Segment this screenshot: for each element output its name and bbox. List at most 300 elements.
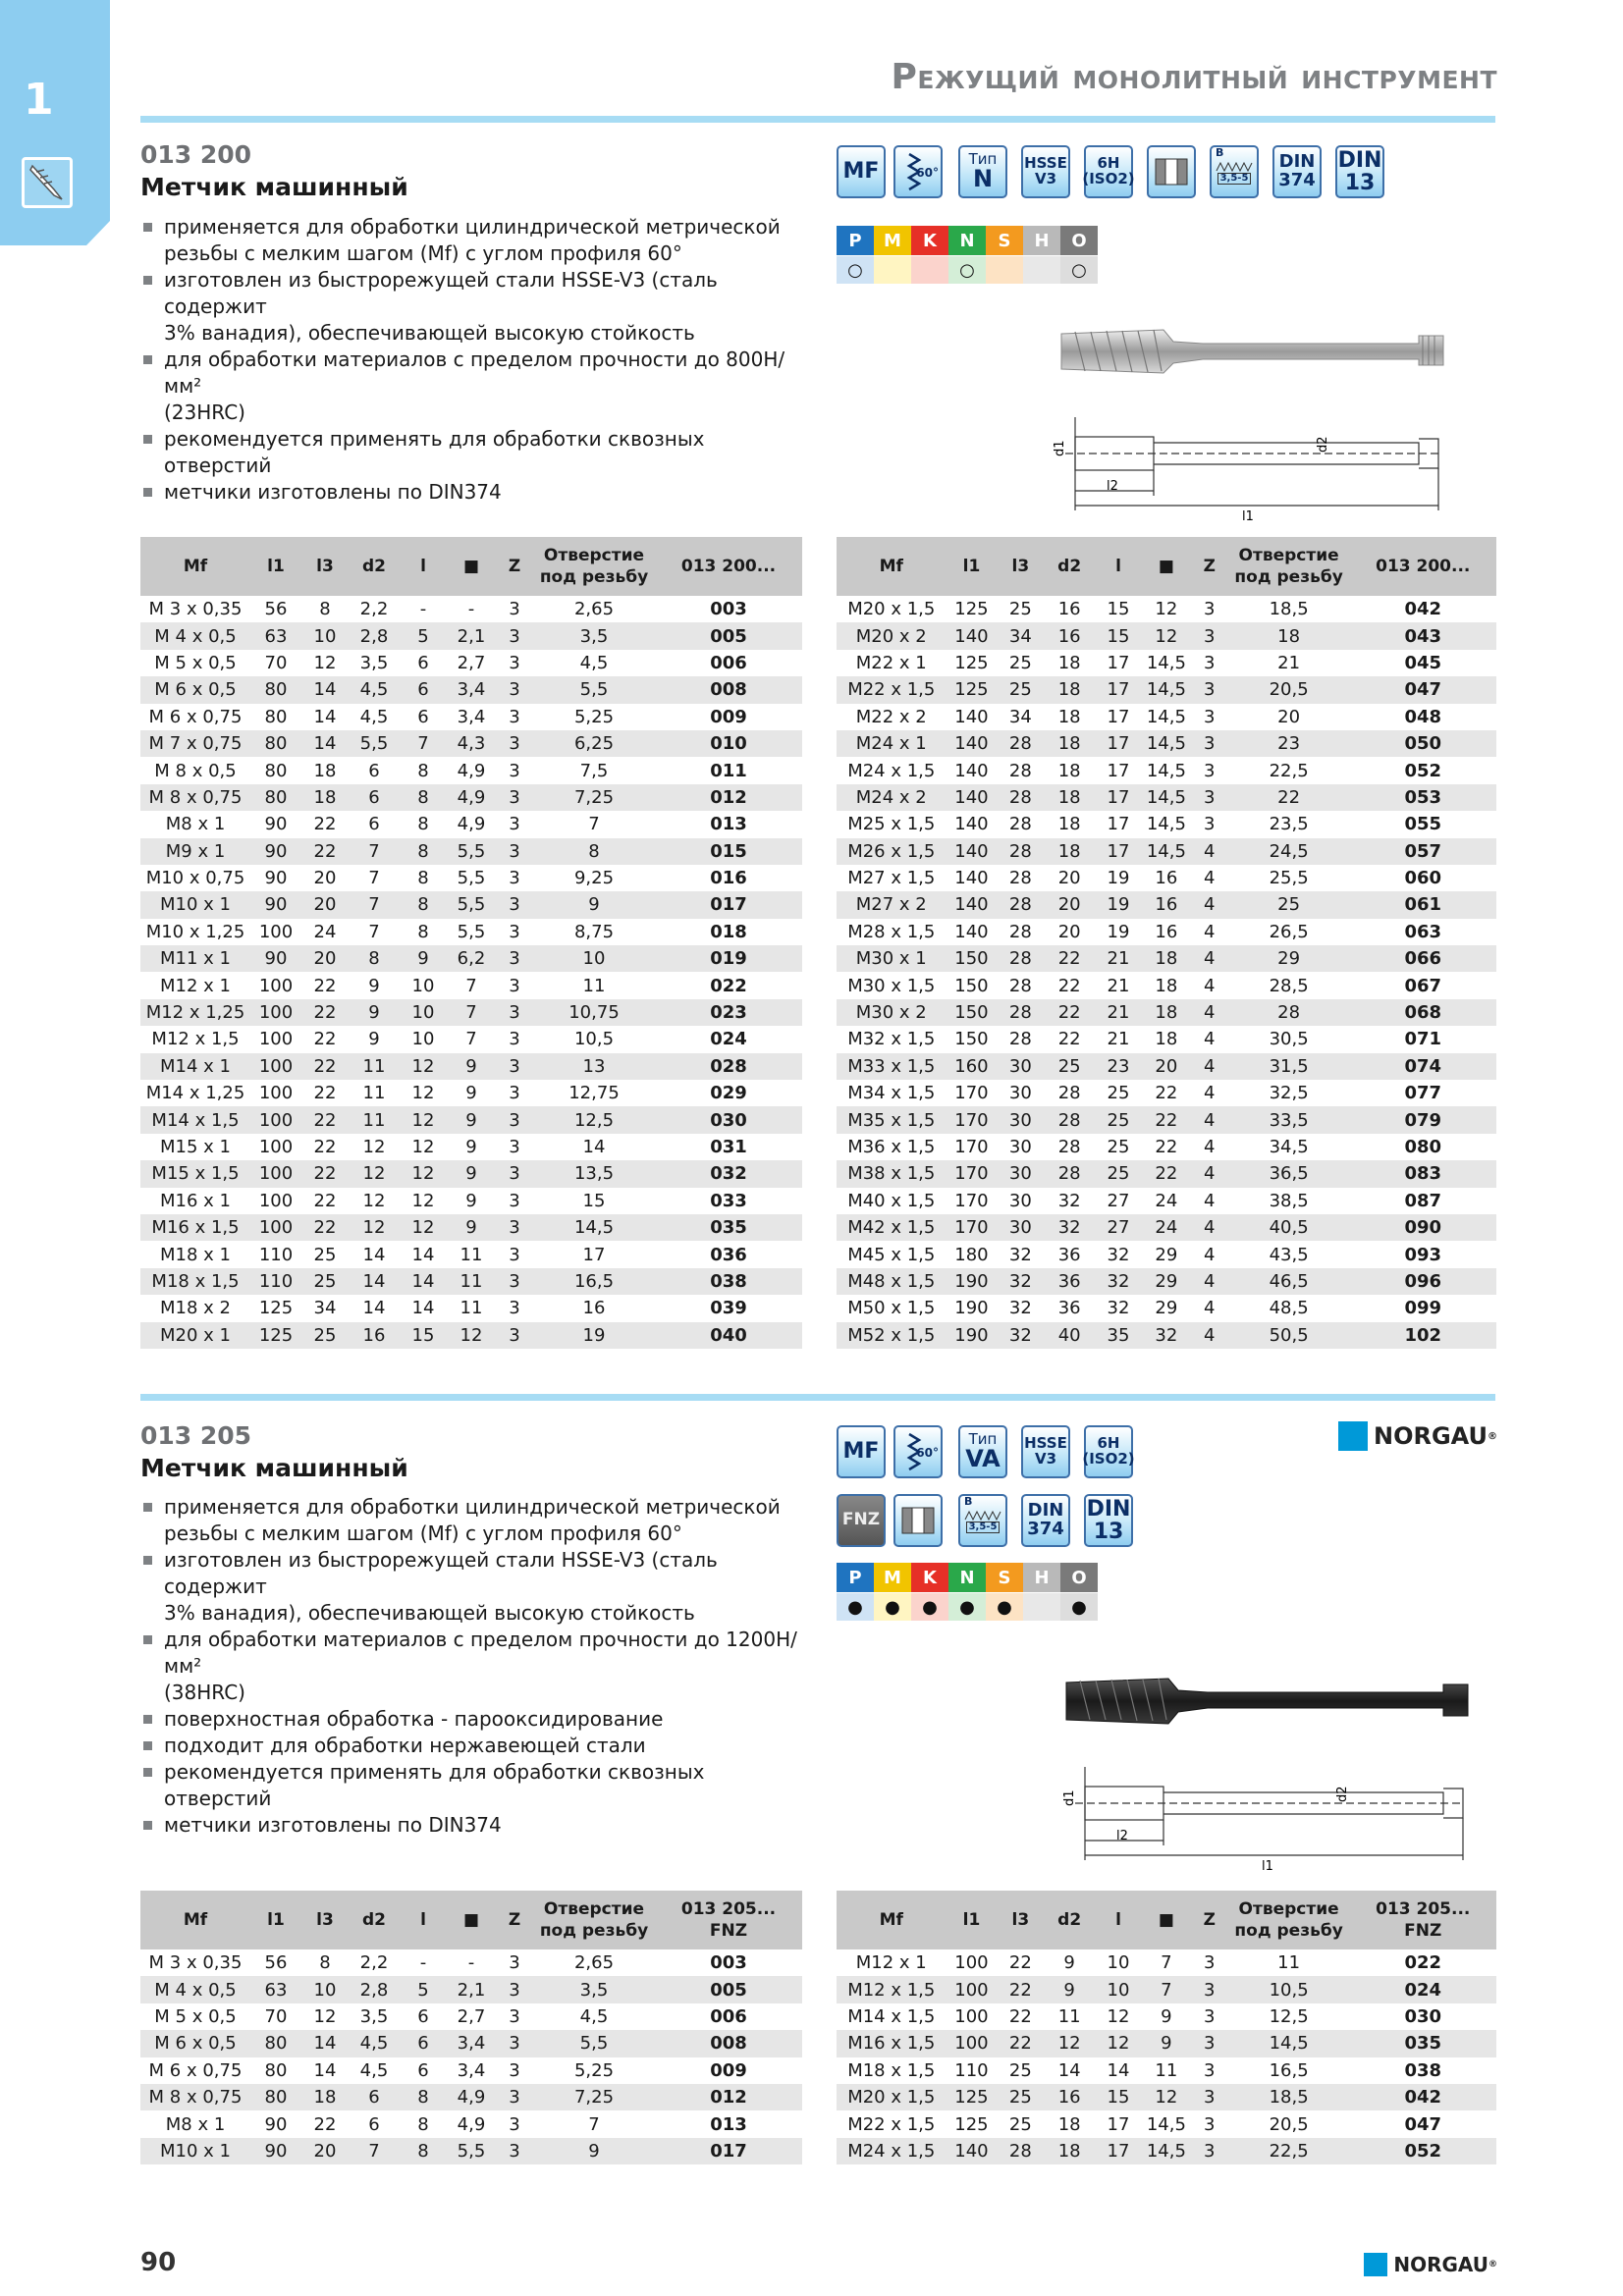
table-cell: 110 (258, 1244, 294, 1265)
size-table-left (140, 1891, 802, 2164)
table-cell: M 6 x 0,75 (148, 2059, 243, 2081)
table-row (140, 945, 802, 972)
table-cell: - (467, 599, 475, 620)
table-cell: 7 (588, 2113, 600, 2135)
table-cell: 17 (582, 1244, 606, 1265)
table-cell: 28 (997, 2138, 1044, 2164)
table-cell: 140 (954, 868, 989, 889)
table-cell: 20 (1142, 1053, 1191, 1080)
l1-label: l1 (1262, 1859, 1273, 1870)
mf-icon: MF (837, 1425, 886, 1478)
iso-group-m: M (874, 226, 911, 255)
table-cell: M18 x 1,5 (140, 1268, 250, 1295)
table-cell: 22 (313, 2113, 337, 2135)
table-cell: 7 (368, 921, 380, 942)
table-cell: 9 (465, 1190, 477, 1211)
order-code-cell: 052 (1350, 2138, 1496, 2164)
order-code-cell: 010 (655, 730, 802, 757)
table-cell: 3 (509, 921, 520, 942)
tap-dimension-drawing (1055, 1757, 1473, 1870)
table-cell: 3 (509, 1137, 520, 1157)
order-code-cell: 039 (710, 1298, 747, 1319)
d2-label: d2 (1335, 1786, 1350, 1802)
table-cell: 20 (1044, 891, 1095, 918)
table-cell: 12 (400, 1053, 447, 1080)
column-header: l (1095, 537, 1142, 596)
order-code-cell: 083 (1350, 1160, 1496, 1187)
table-cell: 4,9 (457, 2113, 486, 2135)
din374-icon: DIN 374 (1021, 1494, 1070, 1547)
header-line: FNZ (709, 1921, 748, 1941)
table-cell: M38 x 1,5 (837, 1160, 947, 1187)
table-row (140, 891, 802, 918)
column-header: ■ (1142, 1891, 1191, 1949)
table-cell: 11 (1057, 2005, 1081, 2027)
iso-group-k: K (911, 226, 948, 255)
iso-group-o: O (1060, 1563, 1098, 1592)
table-cell: 4 (1191, 1053, 1228, 1080)
table-row (140, 704, 802, 730)
order-code-cell: 043 (1350, 622, 1496, 649)
table-cell: 3 (1204, 2059, 1216, 2081)
table-cell: M 6 x 0,75 (148, 706, 243, 727)
header-line: под резьбу (539, 567, 649, 587)
table-cell: 4 (1191, 945, 1228, 972)
table-cell: 4 (1204, 1137, 1216, 1157)
table-cell: 6 (368, 760, 380, 781)
table-cell: M33 x 1,5 (837, 1053, 947, 1080)
table-cell: 12 (400, 1106, 447, 1133)
table-cell: 2,2 (359, 599, 389, 620)
column-header: Z (1191, 537, 1228, 596)
table-cell: 9 (533, 891, 655, 918)
table-cell: 16 (1044, 622, 1095, 649)
table-cell: 6,25 (533, 730, 655, 757)
order-code-cell: 060 (1404, 868, 1442, 889)
table-cell: 24,5 (1228, 838, 1350, 865)
table-cell: M 3 x 0,35 (148, 1952, 243, 1974)
order-code-cell: 013 (710, 814, 747, 835)
table-cell: 34,5 (1269, 1137, 1309, 1157)
product-name: Метчик машинный (140, 1454, 408, 1482)
table-row (837, 730, 1496, 757)
table-cell: 6 (417, 2005, 429, 2027)
table-cell: 2,2 (359, 1952, 389, 1974)
table-cell: 18 (1044, 838, 1095, 865)
table-cell: 22 (313, 975, 337, 996)
order-code-cell: 063 (1404, 921, 1442, 942)
d1-label: d1 (1053, 440, 1067, 456)
table-cell: 12 (400, 1160, 447, 1187)
table-cell: 34 (1008, 706, 1032, 727)
table-row (140, 650, 802, 676)
order-code-cell: 019 (655, 945, 802, 972)
table-cell: 27 (1107, 1190, 1130, 1211)
table-cell: 10 (533, 945, 655, 972)
table-row (140, 1949, 802, 1976)
table-cell: 170 (954, 1190, 989, 1211)
feature-item (140, 1812, 808, 1839)
table-cell: 28 (1008, 868, 1032, 889)
table-cell: 3 (496, 2030, 533, 2056)
column-header: d2 (1044, 1891, 1095, 1949)
table-cell: 32 (1107, 1298, 1130, 1319)
table-row (837, 2030, 1496, 2056)
table-row (140, 999, 802, 1026)
table-cell: M40 x 1,5 (847, 1190, 936, 1211)
table-cell: 30 (1008, 1083, 1032, 1104)
table-cell: M20 x 1 (140, 1322, 250, 1349)
table-cell: 6 (417, 2059, 429, 2081)
table-cell: 12 (1095, 2030, 1142, 2056)
order-code-cell: 042 (1350, 2084, 1496, 2110)
table-cell: M45 x 1,5 (847, 1244, 936, 1265)
tap-type-icon: Тип N (958, 145, 1007, 198)
table-cell: 3 (496, 1214, 533, 1241)
table-cell: 3 (509, 2005, 520, 2027)
table-cell: 25 (301, 1322, 349, 1349)
table-row (837, 1080, 1496, 1106)
column-header: ■ (447, 1891, 496, 1949)
column-header: Z (1191, 1891, 1228, 1949)
column-header: l3 (997, 537, 1044, 596)
table-cell: 3 (496, 2084, 533, 2110)
iso-group-h: H (1023, 226, 1060, 255)
table-cell: 150 (954, 1029, 989, 1050)
table-cell: 100 (258, 1029, 294, 1050)
tap-photo (1055, 314, 1448, 393)
feature-line: метчики изготовлены по DIN374 (164, 480, 502, 504)
table-cell: 8 (417, 2113, 429, 2135)
table-cell: 15 (1095, 2084, 1142, 2110)
table-cell: 8 (319, 1952, 331, 1974)
table-cell: 9 (368, 975, 380, 996)
table-cell: 9 (349, 999, 400, 1026)
table-cell: 20 (301, 945, 349, 972)
table-cell: 24 (313, 921, 337, 942)
feature-line: (38HRC) (164, 1681, 245, 1704)
table-cell: 125 (947, 676, 998, 703)
table-cell: 40,5 (1228, 1214, 1350, 1241)
order-code-cell: 068 (1350, 999, 1496, 1026)
table-cell: 6,2 (447, 945, 496, 972)
table-cell: 125 (250, 1322, 301, 1349)
table-cell: 18 (1057, 652, 1081, 673)
table-cell: 10 (301, 1976, 349, 2002)
table-cell: 12 (400, 1214, 447, 1241)
table-cell: 18 (1057, 814, 1081, 835)
order-code-cell: 030 (655, 1106, 802, 1133)
table-row (140, 1295, 802, 1321)
order-code-cell: 028 (655, 1053, 802, 1080)
table-cell: 14 (411, 1298, 435, 1319)
table-cell: 12 (1107, 2005, 1130, 2027)
table-cell: 14,5 (1142, 784, 1191, 811)
column-header: l3 (997, 1891, 1044, 1949)
table-cell: 17 (1107, 652, 1130, 673)
table-cell: 12 (362, 1137, 386, 1157)
table-cell: 12 (411, 1190, 435, 1211)
table-cell: 3 (509, 1190, 520, 1211)
table-cell: 24 (1155, 1190, 1178, 1211)
table-cell: 9 (533, 2138, 655, 2164)
table-cell: 20 (301, 891, 349, 918)
table-cell: 10 (400, 999, 447, 1026)
table-cell: 28 (997, 838, 1044, 865)
table-cell: 63 (250, 1976, 301, 2002)
table-cell: 8 (400, 2138, 447, 2164)
thread-angle-icon: 60° (893, 1425, 943, 1478)
table-cell: 22,5 (1269, 760, 1309, 781)
table-cell: 4 (1204, 1244, 1216, 1265)
table-cell: 25 (1008, 599, 1032, 620)
table-cell: M25 x 1,5 (847, 814, 936, 835)
table-cell: 12 (1142, 622, 1191, 649)
table-cell: 3,5 (359, 652, 389, 673)
table-cell: 16,5 (533, 1268, 655, 1295)
table-cell: 36 (1057, 1298, 1081, 1319)
tolerance-icon: 6H (ISO2) (1084, 1425, 1133, 1478)
table-cell: 3 (496, 622, 533, 649)
table-cell: 3 (509, 706, 520, 727)
column-header: Z (496, 1891, 533, 1949)
chamfer-icon: B 3,5-5 (958, 1494, 1007, 1547)
table-cell: 31,5 (1228, 1053, 1350, 1080)
table-cell: 22 (301, 1214, 349, 1241)
table-row (837, 919, 1496, 945)
table-cell: 34 (997, 622, 1044, 649)
iso-mark-s (986, 256, 1023, 284)
feature-item (140, 1494, 808, 1547)
table-cell: 3 (509, 2059, 520, 2081)
table-row (837, 1295, 1496, 1321)
table-cell: 8 (319, 599, 331, 620)
table-cell: M30 x 1 (837, 945, 947, 972)
table-cell: 80 (250, 2030, 301, 2056)
table-cell: 3 (1191, 1976, 1228, 2002)
feature-item (140, 426, 808, 479)
table-cell: 12 (1142, 2084, 1191, 2110)
table-cell: 14,5 (1146, 760, 1186, 781)
table-cell: 22 (1008, 2005, 1032, 2027)
table-cell: M14 x 1 (140, 1053, 250, 1080)
table-cell: 2,1 (447, 622, 496, 649)
table-cell: M 8 x 0,5 (154, 760, 237, 781)
order-code-cell: 053 (1350, 784, 1496, 811)
column-header: l1 (250, 537, 301, 596)
table-cell: 10,5 (573, 1029, 615, 1050)
table-cell: 2,65 (573, 1952, 615, 1974)
order-code-cell: 038 (655, 1268, 802, 1295)
table-row (837, 1160, 1496, 1187)
table-cell: 3 (496, 1268, 533, 1295)
table-cell: 63 (250, 622, 301, 649)
table-cell: 32 (1008, 1244, 1032, 1265)
table-cell: 21 (1107, 975, 1130, 996)
table-cell: 25 (301, 1268, 349, 1295)
table-cell: 125 (258, 1298, 294, 1319)
table-cell: 190 (947, 1268, 998, 1295)
table-cell: 12,5 (1269, 2005, 1309, 2027)
table-row (140, 919, 802, 945)
table-cell: M10 x 0,75 (145, 868, 245, 889)
table-cell: 20 (1277, 706, 1301, 727)
order-code-cell: 061 (1350, 891, 1496, 918)
table-cell: M20 x 1,5 (837, 2084, 947, 2110)
order-code-cell: 017 (655, 891, 802, 918)
table-row (140, 676, 802, 703)
header-line: FNZ (1404, 1921, 1442, 1941)
table-cell: 3 (509, 1083, 520, 1104)
table-cell: 3 (496, 676, 533, 703)
table-row (140, 1976, 802, 2002)
table-cell: M28 x 1,5 (847, 921, 936, 942)
table-cell: 3 (509, 975, 520, 996)
table-row (140, 2003, 802, 2030)
table-cell: 23 (1228, 730, 1350, 757)
order-code-cell: 022 (710, 975, 747, 996)
table-cell: 6 (400, 2030, 447, 2056)
table-cell: 160 (947, 1053, 998, 1080)
column-header-hole (533, 1891, 655, 1949)
drill-icon (22, 157, 73, 208)
table-cell: 22 (1057, 975, 1081, 996)
table-cell: 110 (250, 1268, 301, 1295)
header-line: 013 200... (680, 557, 777, 576)
table-cell: 28 (1008, 760, 1032, 781)
table-cell: 3 (1191, 622, 1228, 649)
iso-mark-o: ○ (1060, 256, 1098, 284)
feature-line: 3% ванадия), обеспечивающей высокую стойкость (164, 321, 695, 345)
table-cell: 22 (1057, 1029, 1081, 1050)
order-code-cell: 003 (710, 1952, 747, 1974)
table-cell: 30,5 (1269, 1029, 1309, 1050)
table-cell: M12 x 1 (160, 975, 231, 996)
table-cell: 8 (417, 921, 429, 942)
table-cell: M36 x 1,5 (847, 1137, 936, 1157)
table-row (837, 811, 1496, 837)
mf-icon: MF (837, 145, 886, 198)
table-cell: 70 (264, 2005, 288, 2027)
table-row (140, 1322, 802, 1349)
table-cell: 11 (349, 1106, 400, 1133)
table-cell: 4,9 (457, 760, 486, 781)
iso-material-suitability (837, 256, 1098, 284)
table-cell: 20,5 (1228, 676, 1350, 703)
table-cell: 125 (954, 2113, 989, 2135)
table-cell: 7 (465, 1029, 477, 1050)
order-code-cell: 071 (1404, 1029, 1442, 1050)
table-cell: 7 (349, 891, 400, 918)
table-cell: 16 (349, 1322, 400, 1349)
table-cell: M24 x 1,5 (837, 2138, 947, 2164)
table-cell: 3 (1191, 2030, 1228, 2056)
table-cell: 18 (1044, 730, 1095, 757)
order-code-cell: 006 (710, 2005, 747, 2027)
header-line: 013 205... (1376, 1899, 1471, 1919)
table-cell: 28,5 (1269, 975, 1309, 996)
table-row (837, 865, 1496, 891)
table-cell: M24 x 1 (837, 730, 947, 757)
brand-square-icon (1338, 1421, 1368, 1451)
table-cell: 20 (313, 868, 337, 889)
table-cell: 140 (954, 921, 989, 942)
table-cell: 3 (496, 1053, 533, 1080)
order-code-cell: 035 (1350, 2030, 1496, 2056)
feature-line: для обработки материалов с пределом прочности до 800Н/мм² (164, 347, 785, 398)
header-line: 013 200... (1376, 557, 1471, 576)
product-code: 013 205 (140, 1421, 252, 1450)
table-row (837, 2138, 1496, 2164)
table-cell: 22 (313, 1137, 337, 1157)
table-cell: 3 (496, 784, 533, 811)
table-cell: M22 x 1,5 (847, 2113, 936, 2135)
table-cell: 14,5 (1142, 838, 1191, 865)
table-row (837, 1053, 1496, 1080)
table-cell: 9 (1063, 1952, 1075, 1974)
table-cell: 3,5 (533, 622, 655, 649)
table-cell: 11 (349, 1053, 400, 1080)
table-cell: 14,5 (1142, 676, 1191, 703)
table-cell: 18 (1142, 945, 1191, 972)
table-cell: 80 (250, 2084, 301, 2110)
order-code-cell: 015 (655, 838, 802, 865)
table-cell: 3 (1204, 599, 1216, 620)
order-code-cell: 016 (710, 868, 747, 889)
order-code-cell: 079 (1350, 1106, 1496, 1133)
iso-group-k: K (911, 1563, 948, 1592)
table-row (837, 1188, 1496, 1214)
table-row (140, 730, 802, 757)
table-cell: 22 (313, 1083, 337, 1104)
table-cell: 170 (947, 1106, 998, 1133)
table-cell: 32 (1008, 1298, 1032, 1319)
feature-line: рекомендуется применять для обработки сквозных отверстий (164, 1760, 705, 1810)
table-cell: 6 (349, 2084, 400, 2110)
feature-line: изготовлен из быстрорежущей стали HSSE-V3 (сталь содержит (164, 268, 718, 318)
table-cell: 4 (1204, 1029, 1216, 1050)
table-cell: 18 (1142, 999, 1191, 1026)
table-cell: 25 (997, 2084, 1044, 2110)
order-code-cell: 042 (1404, 599, 1442, 620)
order-code-cell: 040 (655, 1322, 802, 1349)
order-code-cell: 033 (710, 1190, 747, 1211)
table-cell: M12 x 1,5 (151, 1029, 240, 1050)
feature-line: (23HRC) (164, 400, 245, 424)
table-cell: 4 (1191, 1268, 1228, 1295)
table-row (140, 1134, 802, 1160)
table-cell: 12 (411, 1137, 435, 1157)
through-hole-icon (893, 1494, 943, 1547)
header-line: под резьбу (539, 1921, 649, 1941)
table-cell: 3 (509, 760, 520, 781)
table-cell: 8 (349, 945, 400, 972)
table-cell: 140 (954, 760, 989, 781)
table-cell: M 4 x 0,5 (140, 1976, 250, 2002)
table-cell: 18 (313, 760, 337, 781)
table-cell: 28 (1008, 814, 1032, 835)
table-cell: M26 x 1,5 (837, 838, 947, 865)
table-cell: 11 (447, 1268, 496, 1295)
tap-photo (1060, 1669, 1473, 1737)
table-cell: 28 (997, 999, 1044, 1026)
header-line: Отверстие (543, 1899, 645, 1919)
table-cell: 100 (258, 1190, 294, 1211)
table-header (140, 537, 802, 596)
size-table-left (140, 537, 802, 1349)
iso-mark-n: ○ (948, 256, 986, 284)
order-code-cell: 035 (655, 1214, 802, 1241)
